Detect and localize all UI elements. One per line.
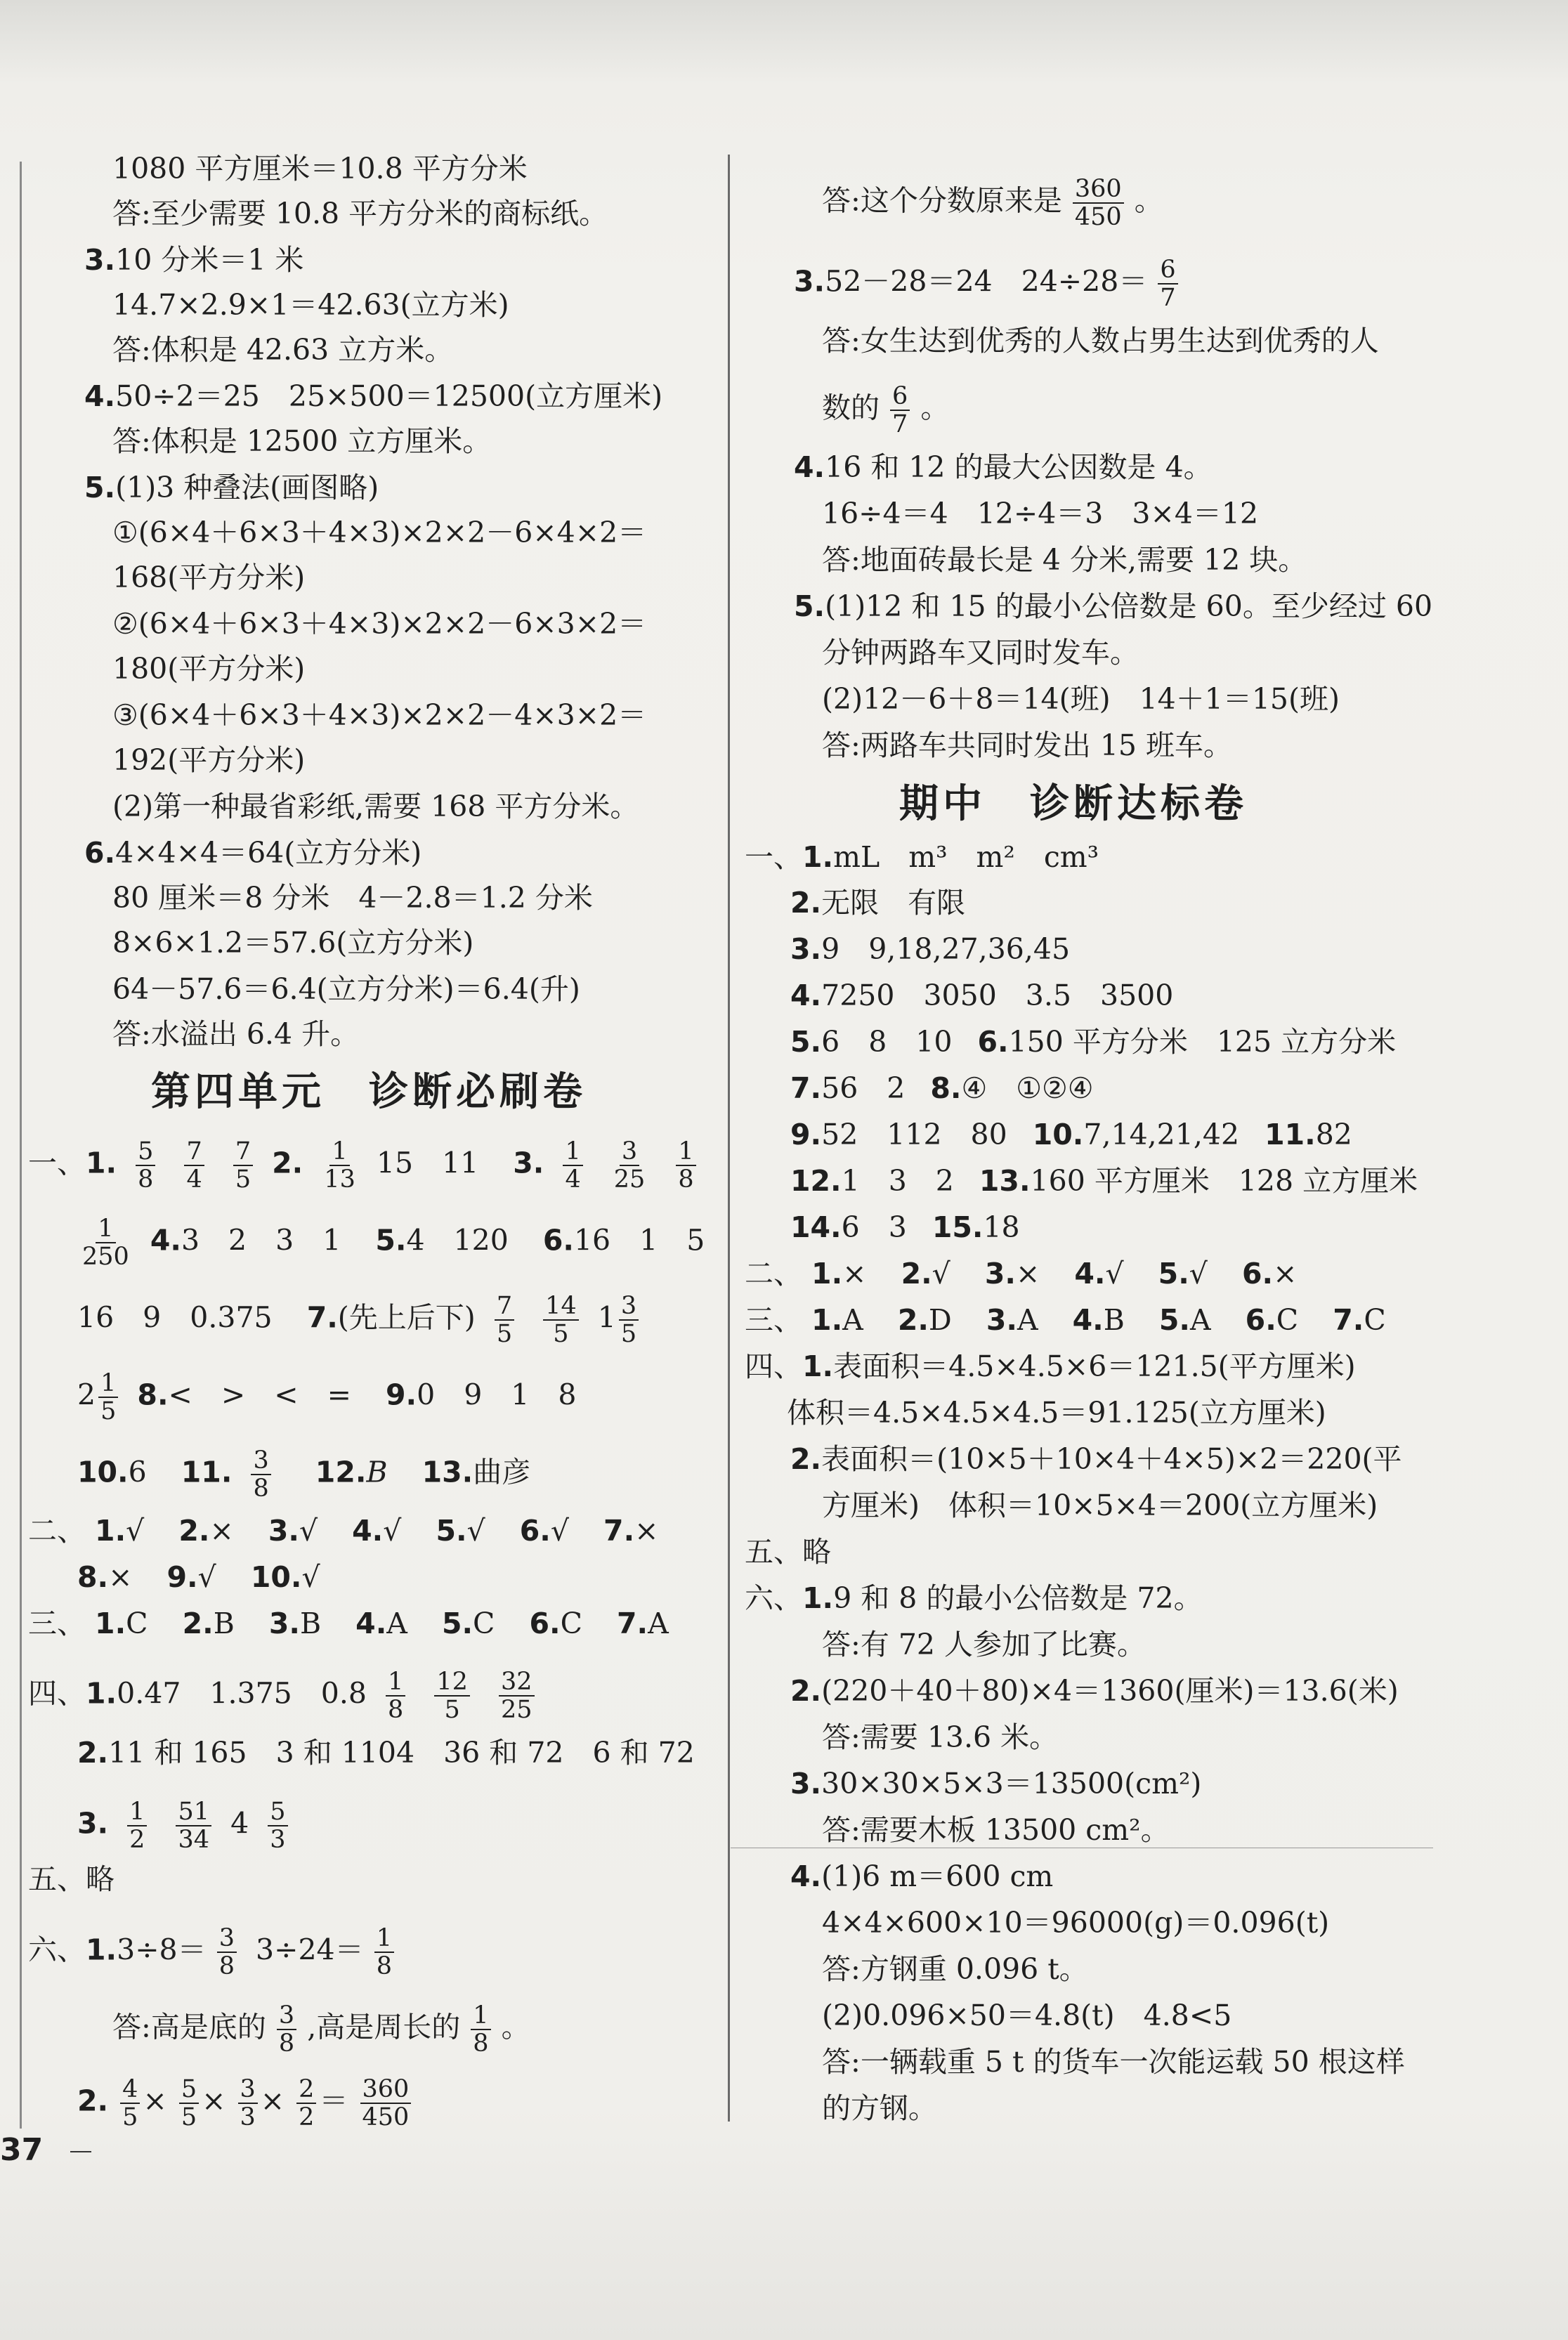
fraction: $\frac{1}{8}$ <box>386 1668 405 1723</box>
fraction: $\frac{3}{5}$ <box>619 1293 639 1347</box>
answer-line: 答:这个分数原来是 $\frac{360}{450}$ 。 <box>822 175 1163 231</box>
fraction: $\frac{51}{34}$ <box>176 1798 211 1853</box>
answer-line: 答:体积是 42.63 立方米。 <box>112 333 454 367</box>
answer-line: 2.(220＋40＋80)×4＝1360(厘米)＝13.6(米) <box>790 1674 1399 1708</box>
fraction: $\frac{7}{5}$ <box>495 1293 514 1347</box>
answer-line: 答:至少需要 10.8 平方分米的商标纸。 <box>112 197 608 230</box>
fraction: $\frac{14}{5}$ <box>543 1293 579 1347</box>
fraction: $\frac{6}{7}$ <box>1158 256 1177 311</box>
answer-line: 9.52 112 80 10.7,14,21,42 11.82 <box>790 1118 1352 1151</box>
column-divider <box>728 155 730 2122</box>
answer-line: (2)第一种最省彩纸,需要 168 平方分米。 <box>112 790 639 823</box>
answer-line: 4.(1)6 m＝600 cm <box>790 1859 1054 1893</box>
answer-line: 答:一辆载重 5 t 的货车一次能运载 50 根这样 <box>822 2045 1405 2079</box>
fraction: $\frac{1}{8}$ <box>374 1925 394 1980</box>
fraction: $\frac{3}{8}$ <box>277 2002 296 2057</box>
fraction: $\frac{3}{8}$ <box>251 1447 270 1502</box>
answer-line: 3.30×30×5×3＝13500(cm²) <box>790 1767 1202 1800</box>
answer-line: 7.56 2 8.④ ①②④ <box>790 1071 1094 1105</box>
answer-line: 4×4×600×10＝96000(g)＝0.096(t) <box>822 1906 1330 1940</box>
answer-line: (2)0.096×50＝4.8(t) 4.8<5 <box>822 1999 1232 2032</box>
answer-line: 一、1.mL m³ m² cm³ <box>745 840 1099 874</box>
answer-line: 答:水溢出 6.4 升。 <box>112 1017 360 1051</box>
answer-line: 答:高是底的 $\frac{3}{8}$ ,高是周长的 $\frac{1}{8}$ 。 <box>112 2001 530 2058</box>
answer-line: 答:地面砖最长是 4 分米,需要 12 块。 <box>822 543 1307 577</box>
answer-line: ②(6×4＋6×3＋4×3)×2×2－6×3×2＝ <box>112 607 647 641</box>
answer-line: 4.7250 3050 3.5 3500 <box>790 979 1174 1012</box>
answer-line: 五、略 <box>28 1862 115 1896</box>
answer-line: 答:两路车共同时发出 15 班车。 <box>822 728 1233 762</box>
section-heading-midterm: 期中 诊断达标卷 <box>899 781 1248 827</box>
page-number: 37 <box>0 2132 44 2168</box>
answer-line: 答:体积是 12500 立方厘米。 <box>112 424 492 458</box>
footer-rule <box>70 2151 91 2152</box>
fraction: $\frac{4}{5}$ <box>120 2076 140 2131</box>
answer-line: 答:需要 13.6 米。 <box>822 1720 1059 1754</box>
fraction: $\frac{1}{8}$ <box>471 2002 490 2057</box>
answer-line: 5.6 8 10 6.150 平方分米 125 立方分米 <box>790 1025 1397 1059</box>
answer-line: 三、 1.A 2.D 3.A 4.B 5.A 6.C 7.C <box>745 1303 1386 1337</box>
answer-line: 64－57.6＝6.4(立方分米)＝6.4(升) <box>112 972 580 1006</box>
answer-line: 4.16 和 12 的最大公因数是 4。 <box>794 450 1213 484</box>
answer-line: 180(平方分米) <box>112 652 306 686</box>
answer-line: ③(6×4＋6×3＋4×3)×2×2－4×3×2＝ <box>112 698 647 732</box>
answer-line: 2.表面积＝(10×5＋10×4＋4×5)×2＝220(平 <box>790 1442 1402 1476</box>
fraction: $\frac{1}{4}$ <box>563 1138 582 1193</box>
fraction: $\frac{1}{2}$ <box>127 1798 147 1853</box>
answer-line: 1080 平方厘米＝10.8 平方分米 <box>112 152 528 185</box>
answer-line: 14.7×2.9×1＝42.63(立方米) <box>112 288 509 322</box>
answer-line: 3.10 分米＝1 米 <box>84 243 304 277</box>
answer-line: 2.11 和 165 3 和 1104 36 和 72 6 和 72 <box>77 1736 695 1770</box>
answer-line: 数的 $\frac{6}{7}$ 。 <box>822 382 950 438</box>
answer-line: 方厘米) 体积＝10×5×4＝200(立方厘米) <box>822 1489 1378 1522</box>
answer-line: 80 厘米＝8 分米 4－2.8＝1.2 分米 <box>112 881 593 915</box>
answer-line: 8×6×1.2＝57.6(立方分米) <box>112 926 474 960</box>
fraction: $\frac{1}{8}$ <box>676 1138 695 1193</box>
answer-line: (2)12－6＋8＝14(班) 14＋1＝15(班) <box>822 682 1340 716</box>
answer-line: 五、略 <box>745 1535 831 1569</box>
fraction: $\frac{6}{7}$ <box>890 383 910 438</box>
fraction: $\frac{2}{2}$ <box>296 2076 316 2131</box>
answer-line: 3.52－28＝24 24÷28＝ $\frac{6}{7}$ <box>794 256 1180 311</box>
fraction: $\frac{7}{5}$ <box>233 1138 253 1193</box>
answer-line: 5.(1)12 和 15 的最小公倍数是 60。至少经过 60 <box>794 589 1433 623</box>
fraction: $\frac{5}{5}$ <box>179 2076 199 2131</box>
answer-line: 12.1 3 2 13.160 平方厘米 128 立方厘米 <box>790 1164 1418 1198</box>
fraction: $\frac{12}{5}$ <box>434 1668 470 1723</box>
fraction: $\frac{1}{5}$ <box>98 1370 118 1425</box>
answer-line: 3. $\frac{1}{2}$ $\frac{51}{34}$ 4 $\frac{5}{3}$ <box>77 1798 298 1853</box>
answer-line: $\frac{1}{250}$ 4.3 2 3 1 5.4 120 6.16 1 5 <box>70 1215 705 1270</box>
answer-line: 体积＝4.5×4.5×4.5＝91.125(立方厘米) <box>787 1396 1326 1430</box>
answer-line: 四、1.表面积＝4.5×4.5×6＝121.5(平方厘米) <box>745 1349 1356 1383</box>
section-heading-unit4: 第四单元 诊断必刷卷 <box>151 1069 587 1115</box>
fraction: $\frac{1}{13}$ <box>324 1137 355 1194</box>
answer-line: 14.6 3 15.18 <box>790 1210 1020 1244</box>
page-edge-line <box>20 162 22 2129</box>
answer-line: ①(6×4＋6×3＋4×3)×2×2－6×4×2＝ <box>112 516 647 549</box>
answer-line: 192(平方分米) <box>112 743 306 777</box>
fraction: $\frac{7}{4}$ <box>184 1138 204 1193</box>
answer-line: 10.6 11. $\frac{3}{8}$ 12.B 13.曲彦 <box>77 1446 531 1503</box>
answer-line: 答:女生达到优秀的人数占男生达到优秀的人 <box>822 324 1379 358</box>
answer-line: 答:需要木板 13500 cm²。 <box>822 1813 1170 1847</box>
answer-line: 分钟两路车又同时发车。 <box>822 636 1139 669</box>
fraction: $\frac{360}{450}$ <box>360 2076 412 2131</box>
answer-line: 三、 1.C 2.B 3.B 4.A 5.C 6.C 7.A <box>28 1607 669 1640</box>
answer-line: 二、 1.√ 2.× 3.√ 4.√ 5.√ 6.√ 7.× <box>28 1514 659 1548</box>
answer-line: 二、 1.× 2.√ 3.× 4.√ 5.√ 6.× <box>745 1257 1298 1290</box>
fraction: $\frac{32}{25}$ <box>499 1668 535 1723</box>
answer-line: 一、1. $\frac{5}{8}$ $\frac{7}{4}$ $\frac{7}{5}$ 2. $\frac{1}{13}$ 15 11 3. $\frac{1}{4}$ $\frac{3}{25}$ $\frac{1}{8}$ <box>28 1138 706 1193</box>
answer-line: 3.9 9,18,27,36,45 <box>790 932 1071 966</box>
answer-line: 答:方钢重 0.096 t。 <box>822 1952 1088 1986</box>
answer-line: 16 9 0.375 7.(先上后下) $\frac{7}{5}$ $\frac{14}{5}$ 1 $\frac{3}{5}$ <box>77 1293 648 1347</box>
answer-line: 8.× 9.√ 10.√ <box>77 1560 320 1594</box>
answer-line: 168(平方分米) <box>112 561 306 594</box>
answer-line: 2. $\frac{4}{5}$ × $\frac{5}{5}$ × $\frac{3}{3}$ × $\frac{2}{2}$ ＝ $\frac{360}{450}$ <box>77 2076 414 2131</box>
answer-line: 的方钢。 <box>822 2091 937 2125</box>
answer-line: 6.4×4×4＝64(立方分米) <box>84 836 422 870</box>
fraction: $\frac{3}{8}$ <box>217 1925 237 1980</box>
fraction: $\frac{5}{3}$ <box>268 1798 287 1853</box>
answer-line: 2 $\frac{1}{5}$ 8.< > < = 9.0 9 1 8 <box>77 1369 577 1425</box>
answer-line: 2.无限 有限 <box>790 886 966 920</box>
answer-line: 答:有 72 人参加了比赛。 <box>822 1628 1146 1661</box>
answer-line: 16÷4＝4 12÷4＝3 3×4＝12 <box>822 497 1259 530</box>
fraction: $\frac{3}{3}$ <box>238 2076 258 2131</box>
fraction: $\frac{3}{25}$ <box>613 1137 646 1194</box>
fraction: $\frac{1}{250}$ <box>82 1215 129 1271</box>
answer-line: 4.50÷2＝25 25×500＝12500(立方厘米) <box>84 379 663 413</box>
answer-line: 六、1.3÷8＝ $\frac{3}{8}$ 3÷24＝ $\frac{1}{8}$ <box>28 1925 404 1980</box>
fraction: $\frac{360}{450}$ <box>1073 176 1124 230</box>
fraction: $\frac{5}{8}$ <box>136 1138 155 1193</box>
answer-line: 六、1.9 和 8 的最小公倍数是 72。 <box>745 1581 1203 1615</box>
answer-line: 5.(1)3 种叠法(画图略) <box>84 471 379 504</box>
answer-line: 四、1.0.47 1.375 0.8 $\frac{1}{8}$ $\frac{12}{5}$ $\frac{32}{25}$ <box>28 1668 544 1723</box>
